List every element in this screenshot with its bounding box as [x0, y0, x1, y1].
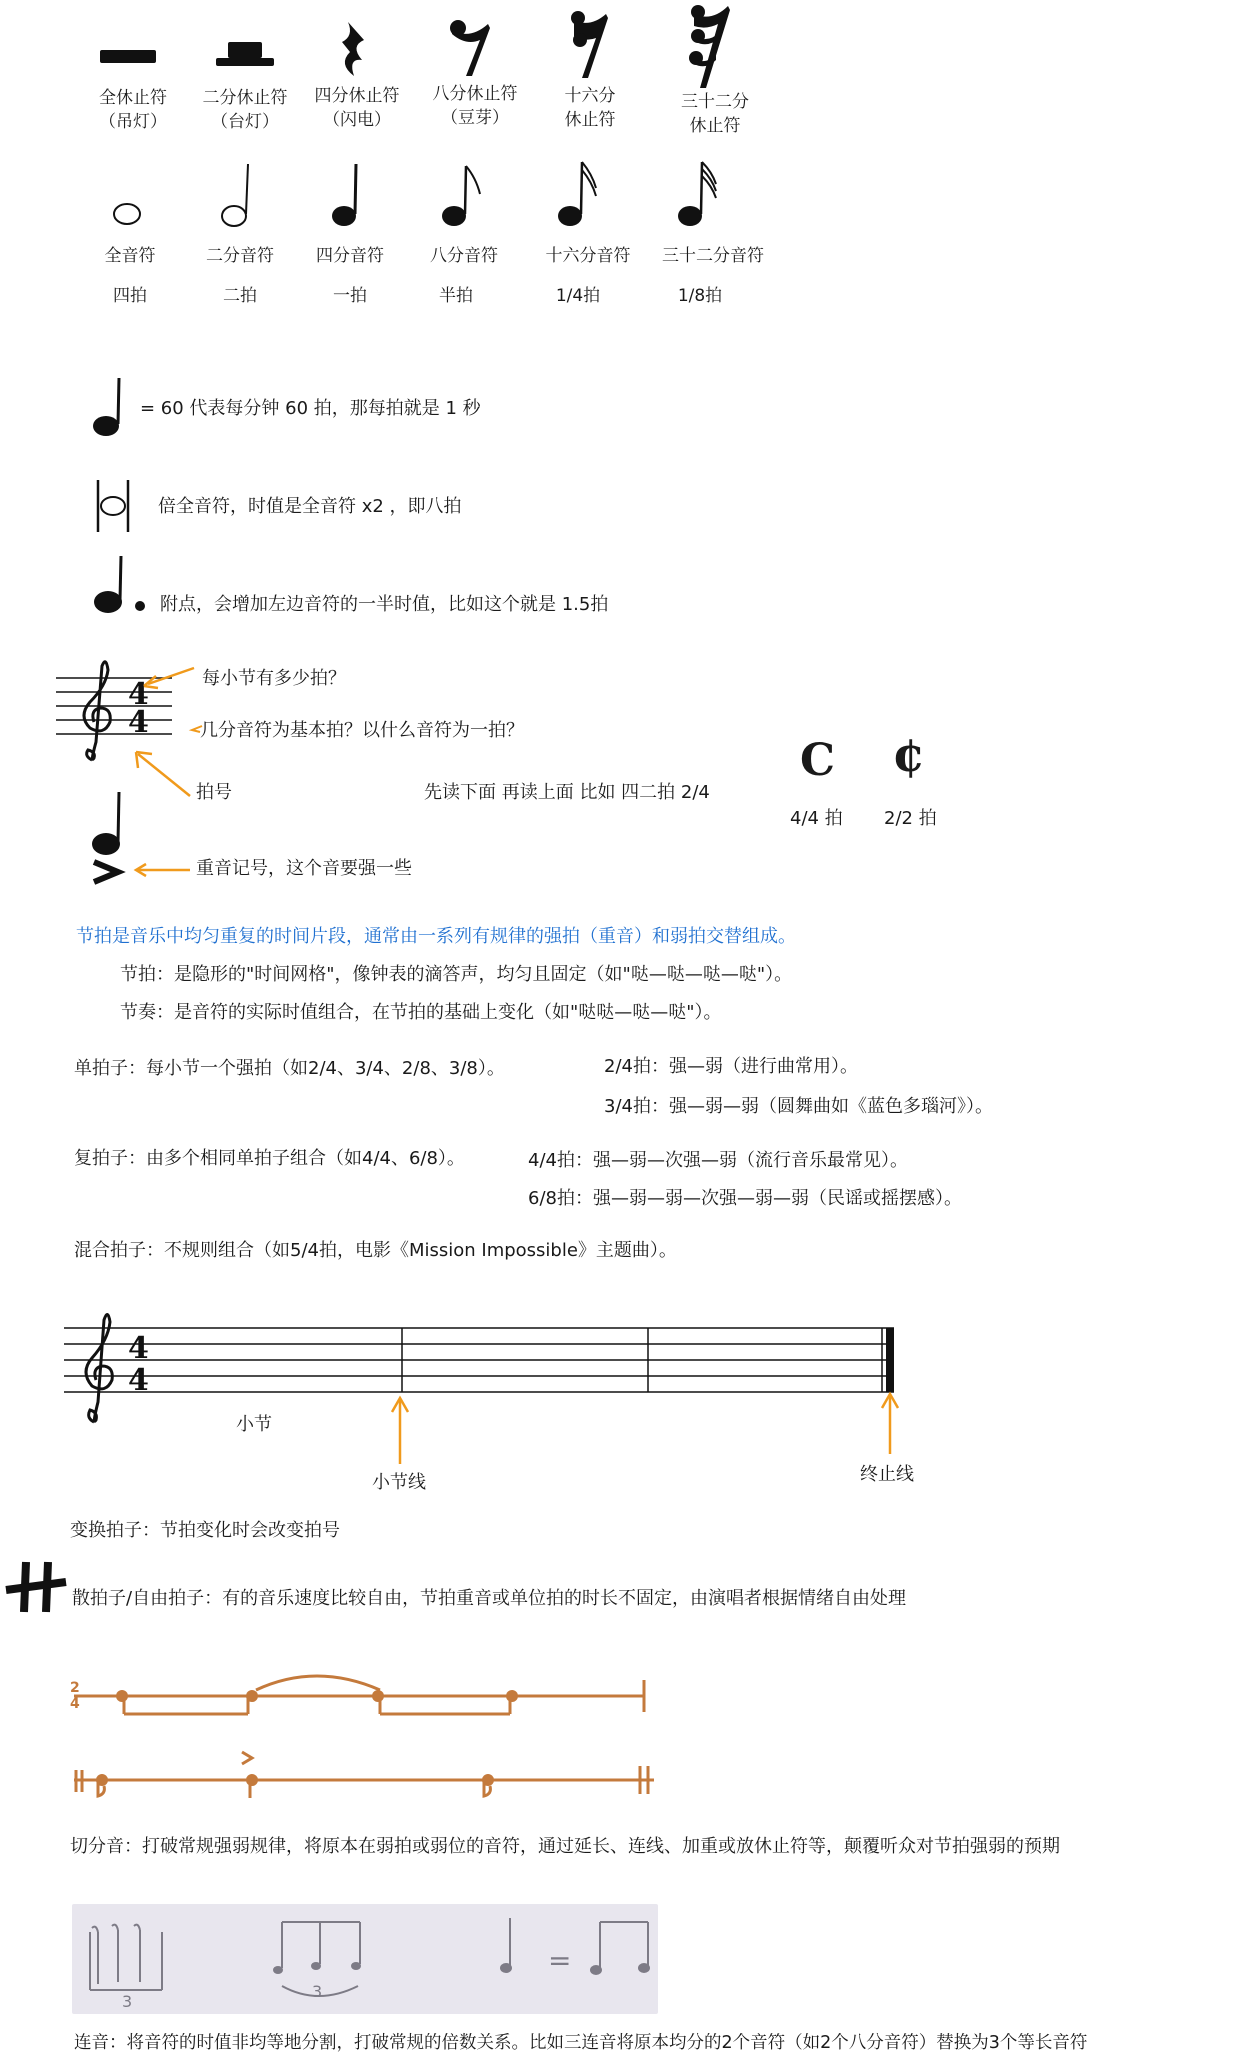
- rest-label-thirty-second: 三十二分 休止符: [681, 92, 749, 136]
- accent-note-icon: [90, 790, 130, 884]
- sixteenth-note-icon: [556, 158, 602, 230]
- half-note-icon: [220, 160, 254, 230]
- note-beats-half: 二拍: [223, 286, 257, 306]
- svg-text:4: 4: [128, 1331, 149, 1366]
- simple-meter-example-2: 3/4拍：强—弱—弱（圆舞曲如《蓝色多瑙河》）。: [604, 1096, 993, 1117]
- note-name-eighth: 八分音符: [430, 246, 498, 266]
- quarter-note-icon: [330, 160, 364, 230]
- svg-text:4: 4: [70, 1696, 80, 1712]
- note-name-quarter: 四分音符: [316, 246, 384, 266]
- dotted-text: 附点，会增加左边音符的一半时值，比如这个就是 1.5拍: [160, 594, 609, 615]
- rhythm-definition: 节奏：是音符的实际时值组合，在节拍的基础上变化（如"哒哒—哒—哒"）。: [120, 1002, 722, 1023]
- thirty-second-rest-icon: [686, 2, 736, 90]
- whole-note-icon: [112, 202, 142, 226]
- cut-time-symbol: ¢: [892, 727, 926, 783]
- eighth-rest-icon: [448, 18, 494, 78]
- simple-meter-text: 单拍子：每小节一个强拍（如2/4、3/4、2/8、3/8）。: [74, 1058, 505, 1079]
- accent-text: 重音记号，这个音要强一些: [196, 858, 412, 879]
- note-beats-whole: 四拍: [113, 286, 147, 306]
- measure-label: 小节: [236, 1414, 272, 1435]
- svg-text:4: 4: [128, 677, 149, 712]
- dotted-quarter-note-icon: [92, 554, 152, 618]
- tempo-quarter-note-icon: [92, 376, 128, 440]
- compound-meter-example-1: 4/4拍：强—弱—次强—弱（流行音乐最常见）。: [528, 1150, 908, 1171]
- free-meter-symbol-icon: [4, 1560, 68, 1614]
- barline-arrow: [390, 1396, 410, 1466]
- tuplet-text: 连音：将音符的时值非均等地分割，打破常规的倍数关系。比如三连音将原本均分的2个音符（如2个八分音符）替换为3个等长音符: [74, 2033, 1088, 2053]
- svg-text:4: 4: [128, 705, 149, 740]
- rest-label-eighth: 八分休止符 （豆芽）: [432, 84, 518, 128]
- svg-text:2: 2: [70, 1680, 80, 1696]
- compound-meter-text: 复拍子：由多个相同单拍子组合（如4/4、6/8）。: [74, 1148, 465, 1169]
- note-name-whole: 全音符: [104, 246, 156, 266]
- beat-definition: 节拍：是隐形的"时间网格"，像钟表的滴答声，均匀且固定（如"哒—哒—哒—哒"）。: [120, 964, 793, 985]
- rest-label-whole: 全休止符 （吊灯）: [99, 88, 167, 132]
- time-sig-bottom-question: 几分音符为基本拍？以什么音符为一拍？: [200, 720, 524, 741]
- meter-definition: 节拍是音乐中均匀重复的时间片段，通常由一系列有规律的强拍（重音）和弱拍交替组成。: [76, 926, 796, 947]
- final-barline-label: 终止线: [860, 1464, 914, 1485]
- note-name-half: 二分音符: [206, 246, 274, 266]
- tuplet-number-left: 3: [122, 1992, 133, 2011]
- note-beats-sixteenth: 1/4拍: [555, 286, 601, 306]
- tuplet-equals-sign: =: [548, 1944, 572, 1977]
- rest-label-half: 二分休止符 （台灯）: [202, 88, 288, 132]
- sixteenth-rest-icon: [568, 8, 614, 80]
- tempo-text: = 60 代表每分钟 60 拍，那每拍就是 1 秒: [140, 398, 481, 419]
- common-time-symbol: C: [800, 735, 836, 786]
- common-time-label: 4/4 拍: [790, 808, 843, 829]
- free-meter-text: 散拍子/自由拍子：有的音乐速度比较自由，节拍重音或单位拍的时长不固定，由演唱者根据情绪自由处理: [72, 1588, 907, 1609]
- cut-time-label: 2/2 拍: [884, 808, 937, 829]
- note-beats-quarter: 一拍: [333, 286, 367, 306]
- simple-meter-example-1: 2/4拍：强—弱（进行曲常用）。: [604, 1056, 858, 1077]
- rest-label-sixteenth: 十六分 休止符: [564, 86, 616, 130]
- half-rest-icon: [216, 40, 274, 70]
- time-sig-label: 拍号: [196, 782, 232, 803]
- measure-staff: [64, 1306, 904, 1426]
- rest-label-quarter: 四分休止符 （闪电）: [314, 86, 400, 130]
- barline-label: 小节线: [372, 1472, 426, 1493]
- time-sig-top-question: 每小节有多少拍？: [202, 668, 346, 689]
- note-beats-thirty-second: 1/8拍: [677, 286, 723, 306]
- quarter-rest-icon: [338, 20, 372, 78]
- breve-icon: [94, 478, 134, 534]
- changing-meter-text: 变换拍子：节拍变化时会改变拍号: [70, 1520, 340, 1541]
- svg-text:4: 4: [128, 1363, 149, 1398]
- orange-arrow-top: [140, 664, 200, 690]
- final-barline-arrow: [880, 1392, 900, 1456]
- breve-text: 倍全音符，时值是全音符 x2 ，即八拍: [158, 496, 462, 517]
- thirty-second-note-icon: [676, 158, 722, 230]
- whole-rest-icon: [100, 46, 156, 66]
- note-beats-eighth: 半拍: [439, 286, 473, 306]
- time-sig-read-order: 先读下面 再读上面 比如 四二拍 2/4: [424, 782, 710, 803]
- tuplet-number-right: 3: [312, 1982, 323, 2001]
- orange-arrow-bottom: [132, 750, 196, 800]
- compound-meter-example-2: 6/8拍：强—弱—弱—次强—弱—弱（民谣或摇摆感）。: [528, 1188, 962, 1209]
- eighth-note-icon: [440, 160, 486, 230]
- syncopation-example: [64, 1668, 664, 1818]
- syncopation-text: 切分音：打破常规强弱规律，将原本在弱拍或弱位的音符，通过延长、连线、加重或放休止符等，颠覆听众对节拍强弱的预期: [70, 1836, 1060, 1857]
- orange-arrow-accent: [132, 862, 192, 878]
- note-name-sixteenth: 十六分音符: [545, 246, 631, 266]
- tuplet-example-panel: [72, 1904, 658, 2014]
- mixed-meter-text: 混合拍子：不规则组合（如5/4拍，电影《Mission Impossible》主题曲）。: [74, 1240, 677, 1261]
- note-name-thirty-second: 三十二分音符: [662, 246, 764, 266]
